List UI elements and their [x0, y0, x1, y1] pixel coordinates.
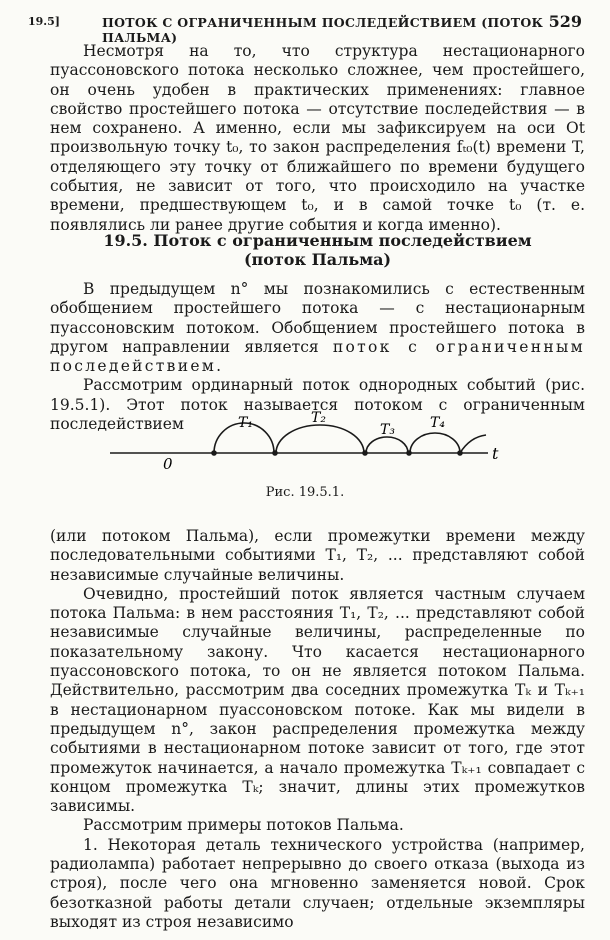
- section-heading: [50, 231, 585, 269]
- running-header: [28, 12, 582, 45]
- interval-label: T₄: [430, 415, 445, 431]
- paragraph: [50, 280, 585, 376]
- interval-label: T₂: [311, 410, 326, 426]
- figure-caption: Рис. 19.5.1.: [265, 485, 345, 500]
- top-text-block: [50, 42, 585, 235]
- paragraph: (или потоком Пальма), если промежутки времени между последовательными событиями T₁, T₂, ... представляют собой независимые случайные величины.: [50, 527, 585, 584]
- axis-t-label: t: [492, 444, 499, 463]
- section-heading-line: 19.5. Поток с ограниченным последействием: [103, 231, 532, 250]
- paragraph: Рассмотрим ординарный поток однородных событий (рис. 19.5.1). Этот поток называется потоком с ограниченным последействием: [50, 376, 585, 434]
- origin-label: 0: [163, 455, 173, 473]
- page-number: 529: [548, 12, 582, 31]
- paragraph: Очевидно, простейший поток является частным случаем потока Пальма: в нем расстояния T₁, T₂, ... представляют собой независимые случайные величины, распределенные по показательному закону. Что касается нестационарного пуассоновского потока, то он не является потоком Пальма. Действительно, рассмотрим два соседних промежутка Tₖ и Tₖ₊₁ в нестационарном пуассоновском потоке. Как мы видели в предыдущем n°, закон распределения промежутка между событиями в нестационарном потоке зависит от того, где этот промежуток начинается, а начало промежутка Tₖ₊₁ совпадает с концом промежутка Tₖ; значит, длины этих промежутков зависимы.: [50, 584, 585, 816]
- interval-arc: [366, 437, 408, 453]
- paragraph: 1. Некоторая деталь технического устройства (например, радиолампа) работает непрерывно до своего отказа (выхода из строя), после чего она мгновенно заменяется новой. Срок безотказной работы детали случаен; отдельные экземпляры выходят из строя независимо: [50, 835, 585, 931]
- interval-arc: [276, 425, 364, 453]
- header-section-number: 19.5]: [28, 15, 60, 28]
- interval-label: T₁: [238, 415, 253, 431]
- event-point: [272, 450, 278, 456]
- interval-arc: [410, 433, 460, 453]
- event-point: [211, 450, 217, 456]
- header-chapter-title: ПОТОК С ОГРАНИЧЕННЫМ ПОСЛЕДЕЙСТВИЕМ (ПОТОК ПАЛЬМА): [102, 15, 544, 45]
- event-point: [406, 450, 412, 456]
- event-point: [362, 450, 368, 456]
- paragraph: Рассмотрим примеры потоков Пальма.: [83, 816, 404, 835]
- bottom-text-block: [50, 527, 585, 932]
- spaced-term: поток с ограниченным последействием.: [50, 337, 586, 376]
- paragraph: Несмотря на то, что структура нестационарного пуассоновского потока несколько сложнее, чем простейшего, он очень удобен в практических применениях: главное свойство простейшего потока — отсутствие последействия — в нем сохранено. А именно, если мы зафиксируем на оси Ot произвольную точку t₀, то закон распределения fₜ₀(t) времени T, отделяющего эту точку от ближайшего по времени будущего события, не зависит от того, что происходило на участке времени, предшествующем t₀, и в самой точке t₀ (т. е. появлялись ли ранее другие события и когда именно).: [50, 42, 585, 234]
- interval-arc-partial: [460, 435, 486, 453]
- figure-19-5-1: [0, 405, 610, 475]
- interval-label: T₃: [380, 422, 395, 438]
- event-point: [457, 450, 463, 456]
- section-heading-subline: (поток Пальма): [243, 250, 392, 269]
- event-stream-diagram: [0, 405, 610, 475]
- intro-text: В предыдущем n° мы познакомились с естественным обобщением простейшего потока — с нестационарным пуассоновским потоком. Обобщением простейшего потока в другом направлении является: [50, 280, 585, 356]
